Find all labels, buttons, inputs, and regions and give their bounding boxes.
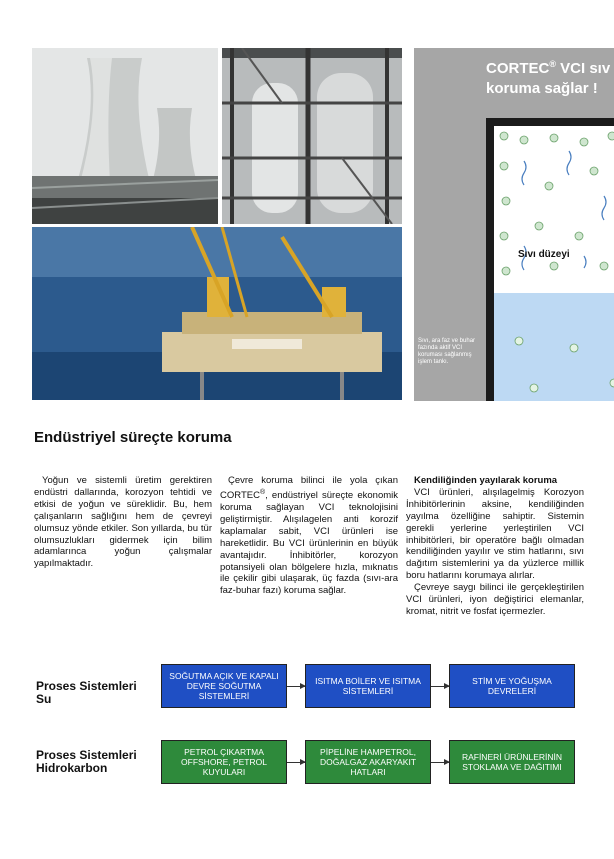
- diagram-title-brand: CORTEC: [486, 60, 550, 77]
- diagram-title: [486, 54, 614, 99]
- liquid-level-label: Sıvı düzeyi: [518, 249, 570, 260]
- refinery-illustration: [222, 48, 402, 224]
- arrow-right: [431, 762, 449, 763]
- text-column-3: [406, 475, 584, 618]
- process-box-refinery-storage: RAFİNERİ ÜRÜNLERİNİN STOKLAMA VE DAĞITIMI: [449, 740, 575, 784]
- column-2-paragraph: [220, 475, 398, 597]
- tank-vapor-phase: [494, 126, 614, 293]
- section-title: Endüstriyel süreçte koruma: [34, 429, 232, 446]
- registered-mark: ®: [549, 59, 556, 69]
- vapor-bubbles: [494, 126, 614, 293]
- row-label-line2: Su: [36, 692, 52, 706]
- process-row-label-water: [36, 680, 137, 706]
- process-box-pipeline: PİPELİNE HAMPETROL, DOĞALGAZ AKARYAKIT HATLARI: [305, 740, 431, 784]
- registered-mark: ®: [259, 488, 266, 496]
- process-box-steam: STİM VE YOĞUŞMA DEVRELERİ: [449, 664, 575, 708]
- offshore-platform-photo: [32, 227, 402, 400]
- diagram-title-line2: koruma sağlar !: [486, 80, 598, 97]
- diagram-title-suffix: VCI sıv: [555, 60, 611, 77]
- process-box-oil-extraction: PETROL ÇIKARTMA OFFSHORE, PETROL KUYULARI: [161, 740, 287, 784]
- column-3-heading: Kendiliğinden yayılarak koruma: [414, 475, 558, 486]
- process-box-cooling: SOĞUTMA AÇIK VE KAPALI DEVRE SOĞUTMA SİSTEMLERİ: [161, 664, 287, 708]
- tank-liquid-phase: [494, 293, 614, 401]
- row-label-line2: Hidrokarbon: [36, 761, 108, 775]
- column-3-paragraph-2: Çevreye saygı bilinci ile gerçekleştirilen VCI ürünleri, iyon değiştirici elemanlar, kromat, nitrit ve fosfat içermezler.: [406, 582, 584, 617]
- cooling-tower-photo: [32, 48, 218, 224]
- liquid-bubbles: [494, 293, 614, 401]
- offshore-platform-illustration: [32, 227, 402, 400]
- arrow-right: [287, 762, 305, 763]
- column-2-text-b: , endüstriyel süreçte ekonomik koruma sağlayan VCI teknolojisini geliştirmiştir. Alışılagelen anti korozif kaplamalar sabit, VCI ürünleri ise hareketlidir. Bu VCI ürünlerinin en büyük avantajıdır. İnhibitörler, korozyon potansiyeli olan bölgelere hızla, mıknatıs ile çekilir gibi ulaşarak, üç fazda (sıvı-ara faz-buhar fazı) koruma sağlar.: [220, 490, 398, 597]
- column-2-text-a: Çevre koruma bilinci ile yola çıkan CORTEC: [220, 475, 398, 502]
- process-row-label-hydrocarbon: [36, 749, 137, 775]
- column-1-paragraph: Yoğun ve sistemli üretim gerektiren endüstri dallarında, korozyon tehtidi ve etkisi de yoğun ve süreklidir. Bu, hem çalışanların sağlığını hem de çevreyi olumsuz yönde etkiler. Son yıllarda, bu tür olumsuzlukları gidermek için bilim adamlarınca yoğun çalışmalar yapılmaktadır.: [34, 475, 212, 570]
- arrow-right: [431, 686, 449, 687]
- vci-tank-diagram: [414, 48, 614, 401]
- text-column-2: [220, 475, 398, 597]
- cooling-tower-illustration: [32, 48, 218, 224]
- column-3-paragraph-1: VCI ürünleri, alışılagelmiş Korozyon İnhibitörlerinin aksine, kendiliğinden yayılma özelliğine sahiptir. Sistemin gerekli yerlerine yerleştirilen VCI inhibitörleri, bir operatöre bağlı olmadan kendiliğinden yayılır ve stim hatlarını, sıvı dağıtım sistemlerini ya da yüzlerce millik boru hatlarını korumaya alırlar.: [406, 486, 584, 582]
- arrow-right: [287, 686, 305, 687]
- row-label-line1: Proses Sistemleri: [36, 679, 137, 693]
- row-label-line1: Proses Sistemleri: [36, 748, 137, 762]
- process-box-heating: ISITMA BOİLER VE ISITMA SİSTEMLERİ: [305, 664, 431, 708]
- text-column-1: [34, 475, 212, 570]
- refinery-photo: [222, 48, 402, 224]
- diagram-caption: Sıvı, ara faz ve buhar fazında aktif VCI koruması sağlanmış işlem tankı.: [418, 338, 476, 365]
